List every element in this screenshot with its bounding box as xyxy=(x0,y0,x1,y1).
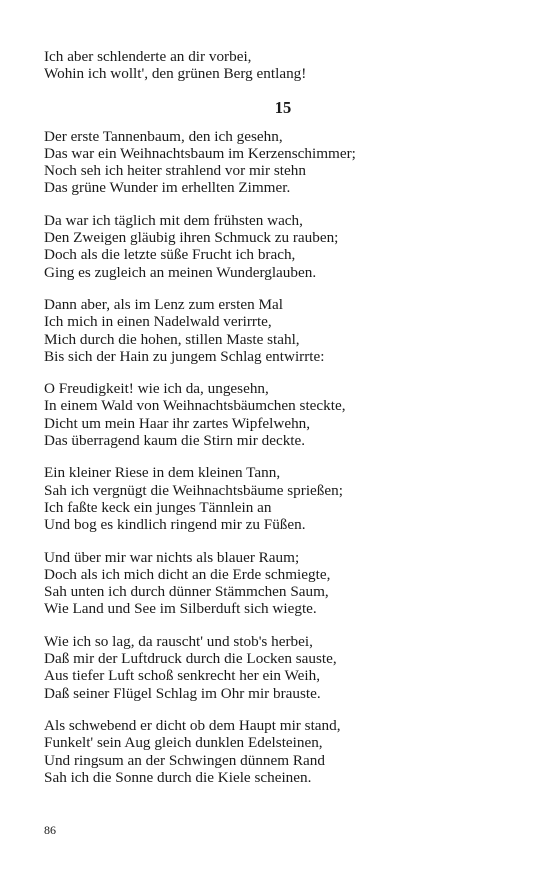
verse-line: Ich aber schlenderte an dir vorbei, xyxy=(44,48,252,65)
stanza-1 xyxy=(44,128,514,197)
stanza-3 xyxy=(44,296,514,365)
page-number: 86 xyxy=(44,823,56,837)
verse-line: Das grüne Wunder im erhellten Zimmer. xyxy=(44,179,291,197)
verse-line: Noch seh ich heiter strahlend vor mir stehn xyxy=(44,162,306,180)
verse-line: Das überragend kaum die Stirn mir deckte. xyxy=(44,432,306,450)
verse-line: Dann aber, als im Lenz zum ersten Mal xyxy=(44,295,283,313)
verse-line: Sah unten ich durch dünner Stämmchen Saum, xyxy=(44,583,329,601)
verse-line: Und über mir war nichts als blauer Raum; xyxy=(44,548,300,566)
verse-line: Daß mir der Luftdruck durch die Locken sauste, xyxy=(44,650,337,668)
stanza-5 xyxy=(44,464,514,533)
verse-line: In einem Wald von Weihnachtsbäumchen steckte, xyxy=(44,397,346,415)
verse-line: Sah ich die Sonne durch die Kiele scheinen. xyxy=(44,768,312,786)
verse-line: Ich mich in einen Nadelwald verirrte, xyxy=(44,313,272,331)
poem-text-block xyxy=(44,48,514,801)
verse-line: Den Zweigen gläubig ihren Schmuck zu rauben; xyxy=(44,229,339,247)
verse-line: Doch als ich mich dicht an die Erde schmiegte, xyxy=(44,565,331,583)
verse-line: Daß seiner Flügel Schlag im Ohr mir brauste. xyxy=(44,684,321,702)
verse-line: Und bog es kindlich ringend mir zu Füßen. xyxy=(44,516,306,534)
verse-line: Wie Land und See im Silberduft sich wiegte. xyxy=(44,600,317,618)
stanza-8 xyxy=(44,717,514,786)
verse-line: Wohin ich wollt', den grünen Berg entlang! xyxy=(44,65,307,83)
verse-line: Und ringsum an der Schwingen dünnem Rand xyxy=(44,751,325,769)
verse-line: O Freudigkeit! wie ich da, ungesehn, xyxy=(44,380,269,398)
verse-line: Aus tiefer Luft schoß senkrecht her ein Weih, xyxy=(44,667,320,685)
verse-line: Wie ich so lag, da rauscht' und stob's herbei, xyxy=(44,632,313,650)
verse-line: Doch als die letzte süße Frucht ich brach, xyxy=(44,246,296,264)
verse-line: Das war ein Weihnachtsbaum im Kerzenschimmer; xyxy=(44,144,356,162)
verse-line: Ein kleiner Riese in dem kleinen Tann, xyxy=(44,464,281,482)
verse-line: Als schwebend er dicht ob dem Haupt mir stand, xyxy=(44,716,341,734)
verse-line: Ich faßte keck ein junges Tännlein an xyxy=(44,498,272,516)
poem-number-heading: 15 xyxy=(274,97,292,117)
verse-line: Ging es zugleich an meinen Wunderglauben. xyxy=(44,263,317,281)
verse-line: Da war ich täglich mit dem frühsten wach, xyxy=(44,211,303,229)
opening-stanza xyxy=(44,48,514,83)
verse-line: Bis sich der Hain zu jungem Schlag entwirrte: xyxy=(44,347,325,365)
verse-line: Der erste Tannenbaum, den ich gesehn, xyxy=(44,127,283,145)
stanza-6 xyxy=(44,549,514,618)
verse-line: Mich durch die hohen, stillen Maste stahl, xyxy=(44,330,300,348)
stanza-4 xyxy=(44,380,514,449)
verse-line: Sah ich vergnügt die Weihnachtsbäume sprießen; xyxy=(44,481,343,499)
stanza-2 xyxy=(44,212,514,281)
verse-line: Funkelt' sein Aug gleich dunklen Edelsteinen, xyxy=(44,734,323,752)
stanza-7 xyxy=(44,633,514,702)
verse-line: Dicht um mein Haar ihr zartes Wipfelwehn, xyxy=(44,414,311,432)
